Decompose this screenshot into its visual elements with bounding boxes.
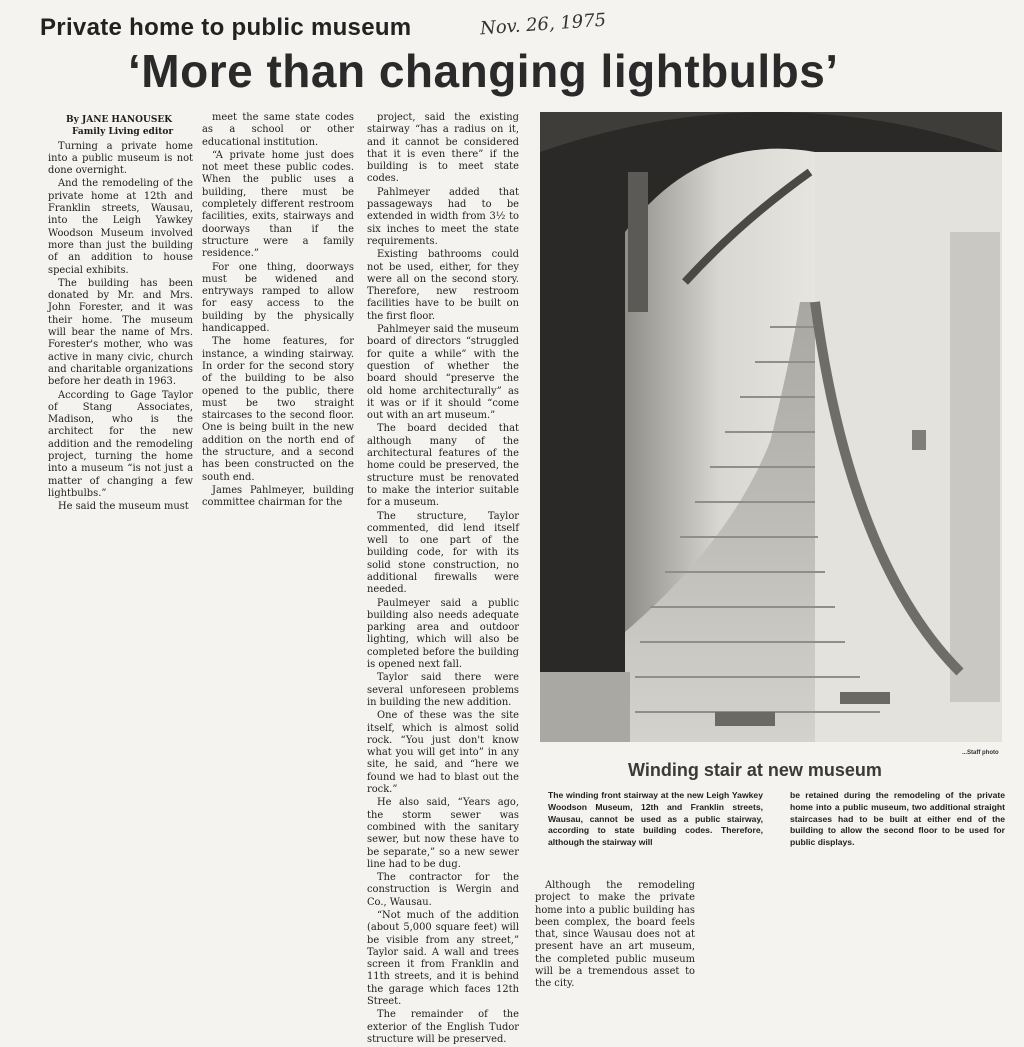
paragraph: meet the same state codes as a school or other educational institution. bbox=[202, 112, 354, 148]
paragraph: Pahlmeyer added that passageways had to be extended in width from 3½ to six inches to meet the state requirements. bbox=[367, 186, 519, 247]
article-column-1 bbox=[48, 112, 193, 515]
handwritten-date: Nov. 26, 1975 bbox=[479, 9, 607, 40]
byline: By JANE HANOUSEK bbox=[66, 115, 173, 125]
paragraph: The home features, for instance, a winding stairway. In order for the second story of the building to be also opened to the public, there must be two straight staircases to the second floor. One is being built in the new addition on the north end of the structure, and a second has been constructed on the south end. bbox=[202, 336, 354, 483]
paragraph: And the remodeling of the private home at 12th and Franklin streets, Wausau, into the Leigh Yawkey Woodson Museum involved more than just the building of an addition to house special exhibits. bbox=[48, 178, 193, 276]
paragraph: Pahlmeyer said the museum board of directors “struggled for quite a while” with the question of whether the board should “preserve the old home architecturally” as it was or if it should “come out with an art museum.” bbox=[367, 324, 519, 422]
photo-caption-heading: Winding stair at new museum bbox=[628, 760, 882, 780]
headline: ‘More than changing lightbulbs’ bbox=[128, 45, 839, 97]
paragraph: The building has been donated by Mr. and Mrs. John Forester, and it was their home. The museum will bear the name of Mrs. Forester's mother, who was active in many civic, church and charitable organizations before her death in 1963. bbox=[48, 277, 193, 388]
kicker-heading: Private home to public museum bbox=[40, 14, 412, 41]
paragraph: “Not much of the addition (about 5,000 square feet) will be visible from any street,” Taylor said. A wall and trees screen it from Franklin and 11th streets, and it is behind the garage which faces 12th Street. bbox=[367, 910, 519, 1008]
paragraph: According to Gage Taylor of Stang Associates, Madison, who is the architect for the new addition and the remodeling project, turning the home into a museum “is not just a matter of changing a few lightbulbs.” bbox=[48, 389, 193, 499]
paragraph: He also said, “Years ago, the storm sewer was combined with the sanitary sewer, but now these have to be separate,” so a new sewer line had to be dug. bbox=[367, 797, 519, 870]
paragraph: “A private home just does not meet these public codes. When the public uses a building, there must be completely different restroom facilities, exits, stairways and doorways than if the structure were a family residence.” bbox=[202, 149, 354, 260]
paragraph: The board decided that although many of the architectural features of the home could be preserved, the structure must be renovated to make the interior suitable for a museum. bbox=[367, 423, 519, 509]
photo-credit: ...Staff photo bbox=[962, 750, 999, 756]
paragraph: Paulmeyer said a public building also needs adequate parking area and outdoor lighting, which will also be completed before the building is opened next fall. bbox=[367, 597, 519, 671]
paragraph: Existing bathrooms could not be used, either, for they were all on the second story. Therefore, new restroom facilities have to be built on the first floor. bbox=[367, 249, 519, 322]
paragraph: Although the remodeling project to make the private home into a public building has been complex, the board feels that, since Wausau does not at present have an art museum, the completed public museum will be a tremendous asset to the city. bbox=[535, 880, 695, 990]
paragraph: He said the museum must bbox=[58, 501, 189, 513]
paragraph: Taylor said there were several unforeseen problems in building the new addition. bbox=[367, 672, 519, 708]
article-column-3 bbox=[367, 112, 519, 1047]
paragraph: The contractor for the construction is Wergin and Co., Wausau. bbox=[367, 872, 519, 908]
staircase-photo bbox=[540, 112, 1002, 742]
photo-caption-right: be retained during the remodeling of the private home into a public museum, two additional straight staircases had to be built at either end of the building to allow the second floor to be used for public displays. bbox=[790, 790, 1005, 848]
paragraph: Turning a private home into a public museum is not done overnight. bbox=[48, 140, 193, 177]
paragraph: For one thing, doorways must be widened and entryways ramped to allow for easy access to the building by the physically handicapped. bbox=[202, 261, 354, 335]
paragraph: James Pahlmeyer, building committee chairman for the bbox=[202, 484, 354, 509]
paragraph: One of these was the site itself, which is almost solid rock. “You just don't know what you will get into” in any site, he said, and “here we found we had to blast out the rock.” bbox=[367, 710, 519, 796]
paragraph: The remainder of the exterior of the English Tudor structure will be preserved. bbox=[367, 1009, 519, 1045]
paragraph: The structure, Taylor commented, did lend itself well to one part of the building code, for with its solid stone construction, no additional firewalls were needed. bbox=[367, 510, 519, 596]
byline-title: Family Living editor bbox=[72, 127, 174, 138]
paragraph: project, said the existing stairway “has a radius on it, and it cannot be considered that it is even there” if the building is to meet state codes. bbox=[367, 112, 519, 185]
photo-caption-left: The winding front stairway at the new Leigh Yawkey Woodson Museum, 12th and Franklin streets, Wausau, cannot be used as a public stairway, according to state building codes. Therefore, although the stairway will bbox=[548, 790, 763, 848]
article-column-2 bbox=[202, 112, 354, 511]
article-column-4 bbox=[535, 880, 695, 991]
